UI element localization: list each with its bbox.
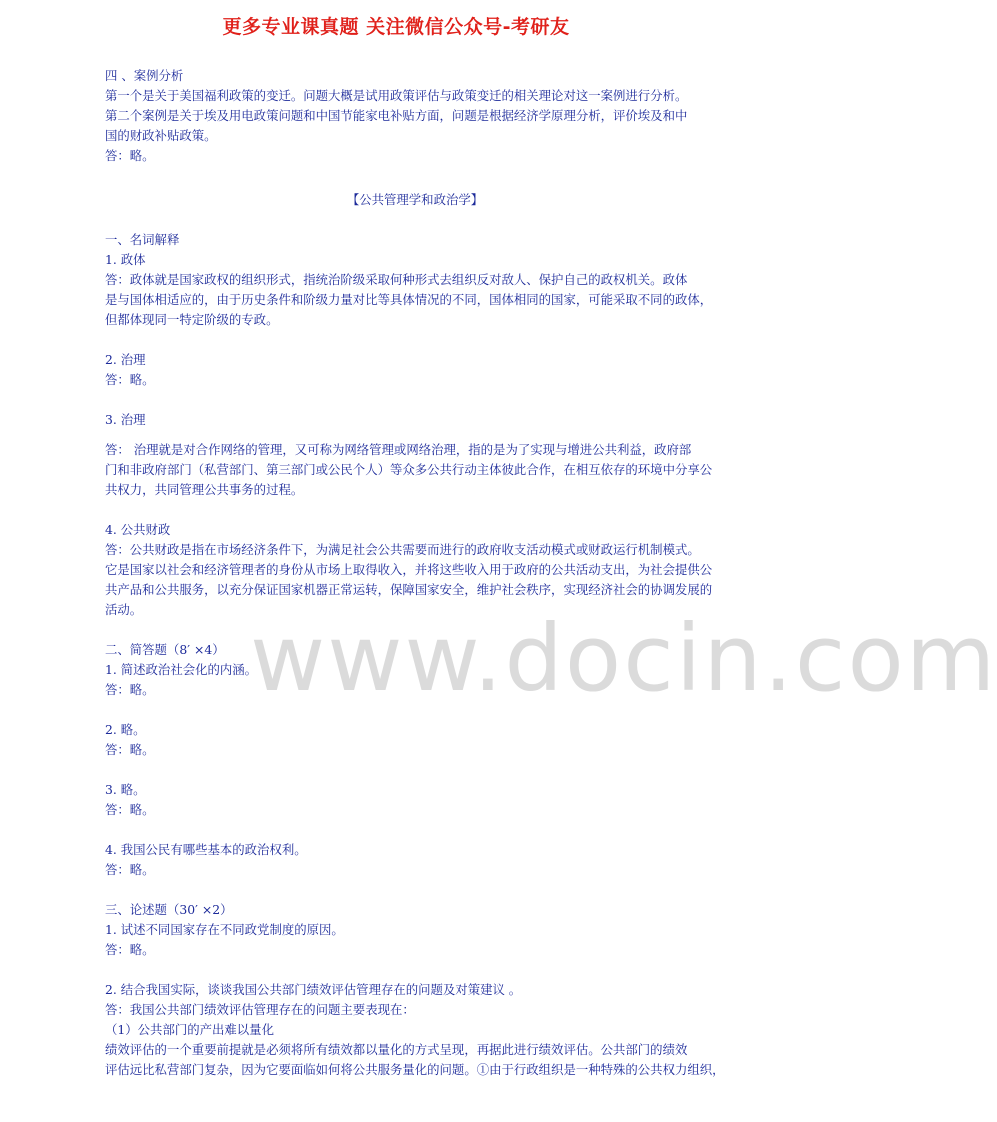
q3-answer-line3: 共权力，共同管理公共事务的过程。 — [105, 482, 304, 497]
short-q2-title: 2. 略。 — [105, 722, 146, 737]
case2-text-line1: 第二个案例是关于埃及用电政策问题和中国节能家电补贴方面，问题是根据经济学原理分析，评价埃及和中 — [105, 108, 688, 123]
subject-title: 【公共管理学和政治学】 — [346, 192, 484, 207]
docin-watermark: www.docin.com — [250, 605, 997, 712]
short-q4-answer: 答：略。 — [105, 862, 155, 877]
q4-answer-line4: 活动。 — [105, 602, 143, 617]
essay-q1-answer: 答：略。 — [105, 942, 155, 957]
short-q4-title: 4. 我国公民有哪些基本的政治权利。 — [105, 842, 307, 857]
essay-q1-title: 1. 试述不同国家存在不同政党制度的原因。 — [105, 922, 344, 937]
essay-q2-title: 2. 结合我国实际，谈谈我国公共部门绩效评估管理存在的问题及对策建议 。 — [105, 982, 522, 997]
essay-q2-answer-line2: 绩效评估的一个重要前提就是必须将所有绩效都以量化的方式呈现，再据此进行绩效评估。公共部门的绩效 — [105, 1042, 688, 1057]
q1-answer-line2: 是与国体相适应的，由于历史条件和阶级力量对比等具体情况的不同，国体相同的国家，可能采取不同的政体， — [105, 292, 713, 307]
q1-title: 1. 政体 — [105, 252, 146, 267]
part3-heading: 三、论述题（30′ ×2） — [105, 902, 233, 917]
promo-banner: 更多专业课真题 关注微信公众号-考研友 — [222, 16, 570, 38]
essay-q2-subheading: （1）公共部门的产出难以量化 — [105, 1022, 274, 1037]
short-q1-title: 1. 简述政治社会化的内涵。 — [105, 662, 258, 677]
part1-heading: 一、名词解释 — [105, 232, 180, 247]
case2-text-line2: 国的财政补贴政策。 — [105, 128, 217, 143]
case-answer: 答：略。 — [105, 148, 155, 163]
short-q3-title: 3. 略。 — [105, 782, 146, 797]
q1-answer-line1: 答：政体就是国家政权的组织形式，指统治阶级采取何种形式去组织反对敌人、保护自己的政权机关。政体 — [105, 272, 688, 287]
q4-answer-line3: 共产品和公共服务，以充分保证国家机器正常运转，保障国家安全，维护社会秩序，实现经济社会的协调发展的 — [105, 582, 713, 597]
q2-answer: 答：略。 — [105, 372, 155, 387]
q2-title: 2. 治理 — [105, 352, 146, 367]
short-q1-answer: 答：略。 — [105, 682, 155, 697]
q3-answer-line2: 门和非政府部门（私营部门、第三部门或公民个人）等众多公共行动主体彼此合作，在相互依存的环境中分享公 — [105, 462, 713, 477]
q4-answer-line1: 答：公共财政是指在市场经济条件下，为满足社会公共需要而进行的政府收支活动模式或财政运行机制模式。 — [105, 542, 700, 557]
part2-heading: 二、简答题（8′ ×4） — [105, 642, 225, 657]
short-q3-answer: 答：略。 — [105, 802, 155, 817]
section-heading-case-analysis: 四 、案例分析 — [105, 68, 184, 83]
essay-q2-answer-line3: 评估远比私营部门复杂，因为它要面临如何将公共服务量化的问题。①由于行政组织是一种特殊的公共权力组织， — [105, 1062, 725, 1077]
case1-text: 第一个是关于美国福利政策的变迁。问题大概是试用政策评估与政策变迁的相关理论对这一案例进行分析。 — [105, 88, 688, 103]
q3-title: 3. 治理 — [105, 412, 146, 427]
q1-answer-line3: 但都体现同一特定阶级的专政。 — [105, 312, 279, 327]
q4-title: 4. 公共财政 — [105, 522, 171, 537]
q4-answer-line2: 它是国家以社会和经济管理者的身份从市场上取得收入，并将这些收入用于政府的公共活动支出，为社会提供公 — [105, 562, 713, 577]
short-q2-answer: 答：略。 — [105, 742, 155, 757]
document-body — [105, 66, 725, 1080]
essay-q2-answer-line1: 答：我国公共部门绩效评估管理存在的问题主要表现在： — [105, 1002, 415, 1017]
q3-answer-line1: 答： 治理就是对合作网络的管理，又可称为网络管理或网络治理，指的是为了实现与增进公共利益，政府部 — [105, 442, 692, 457]
